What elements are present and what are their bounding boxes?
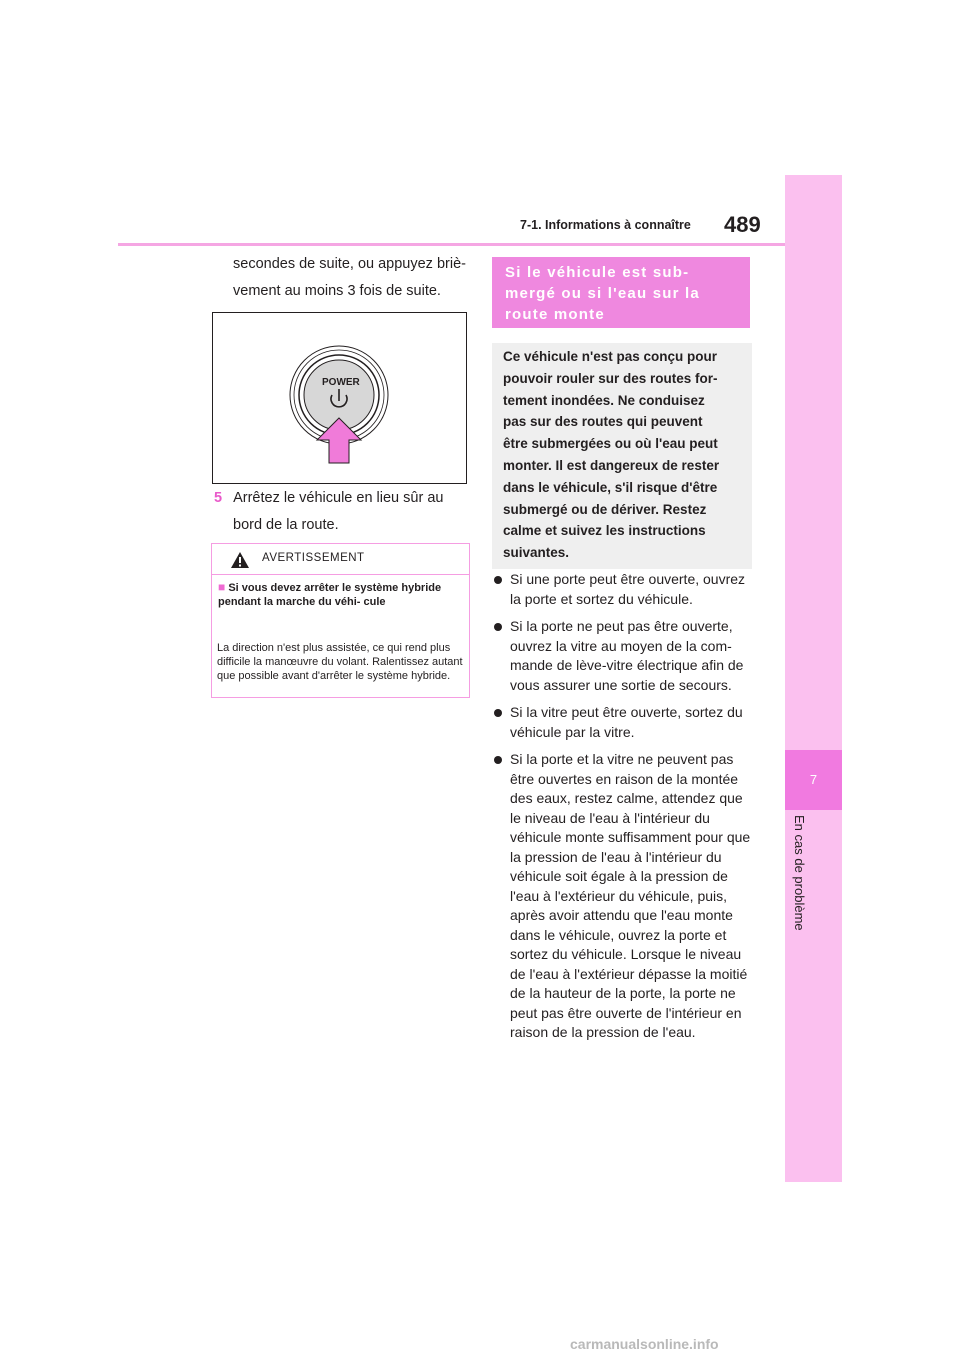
power-button-figure — [212, 312, 467, 484]
instruction-list — [492, 570, 754, 1051]
step-number: 5 — [214, 490, 223, 506]
list-item-text: Si la porte ne peut pas être ouverte, ouvrez la vitre au moyen de la com- mande de lève-vitre électrique afin de vous assurer une sortie de secours. — [510, 618, 744, 693]
notice-line: submergé ou de dériver. Restez — [503, 501, 707, 517]
bullet-icon — [494, 623, 502, 631]
power-button-illustration — [213, 313, 466, 483]
section-title: 7-1. Informations à connaître — [520, 218, 691, 232]
notice-line: être submergées ou où l'eau peut — [503, 436, 718, 452]
notice-line: dans le véhicule, s'il risque d'être — [503, 479, 718, 495]
bullet-icon — [494, 709, 502, 717]
chapter-number-tab[interactable] — [785, 750, 842, 810]
chapter-number: 7 — [809, 772, 818, 787]
notice-line: pouvoir rouler sur des routes for- — [503, 370, 718, 386]
notice-line: calme et suivez les instructions — [503, 523, 706, 539]
warning-subtitle-text: Si vous devez arrêter le système hybride pendant la marche du véhi- cule — [218, 582, 442, 608]
warning-subtitle — [218, 580, 464, 609]
notice-line: monter. Il est dangereux de rester — [503, 457, 720, 473]
chapter-label-container — [783, 815, 807, 1035]
heading-line-2: mergé ou si l'eau sur la — [505, 285, 700, 302]
notice-line: tement inondées. Ne conduisez — [503, 392, 705, 408]
step-line-2: bord de la route. — [233, 517, 339, 533]
intro-text — [233, 251, 466, 305]
intro-line-1: secondes de suite, ou appuyez briè- — [233, 256, 466, 272]
warning-triangle-icon — [230, 551, 250, 569]
list-item-text: Si une porte peut être ouverte, ouvrez la porte et sortez du véhicule. — [510, 571, 746, 607]
warning-title: AVERTISSEMENT — [262, 552, 365, 564]
list-item-text: Si la vitre peut être ouverte, sortez du véhicule par la vitre. — [510, 704, 743, 740]
notice-line: Ce véhicule n'est pas conçu pour — [503, 349, 718, 364]
warning-subtitle-marker: ■ — [218, 580, 226, 594]
notice-box — [492, 343, 752, 569]
intro-line-2: vement au moins 3 fois de suite. — [233, 283, 441, 299]
watermark: carmanualsonline.info — [570, 1336, 719, 1352]
warning-box — [211, 543, 470, 698]
notice-line: pas sur des routes qui peuvent — [503, 414, 703, 430]
submerged-heading — [492, 257, 750, 328]
list-item — [492, 617, 754, 695]
warning-header — [212, 544, 469, 575]
power-button-label: POWER — [322, 377, 360, 388]
bullet-icon — [494, 576, 502, 584]
warning-body: La direction n'est plus assistée, ce qui rend plus difficile la manœuvre du volant. Ralentissez autant que possible avant d'arrêter le système hybride. — [217, 642, 463, 682]
step-5 — [214, 485, 443, 539]
list-item — [492, 750, 754, 1043]
bullet-icon — [494, 756, 502, 764]
list-item-text: Si la porte et la vitre ne peuvent pas être ouvertes en raison de la montée des eaux, restez calme, attendez que le niveau de l'eau à l'intérieur du véhicule monte suffisamment pour que la pression de l'eau à l'intérieur du véhicule soit égale à la pression de l'eau à l'extérieur du véhicule, puis, après avoir attendu que l'eau monte dans le véhicule, ouvrez la porte et sortez du véhicule. Lorsque le niveau de l'eau à l'extérieur dépasse la moitié de la hauteur de la porte, la porte ne peut pas être ouverte de l'intérieur en raison de la pression de l'eau. — [510, 751, 751, 1040]
chapter-label: En cas de problème — [792, 815, 807, 931]
step-line-1: Arrêtez le véhicule en lieu sûr au — [233, 490, 444, 506]
heading-line-1: Si le véhicule est sub- — [505, 264, 690, 281]
heading-line-3: route monte — [505, 306, 605, 323]
notice-line: suivantes. — [503, 545, 570, 561]
list-item — [492, 703, 754, 742]
list-item — [492, 570, 754, 609]
page-number: 489 — [724, 212, 761, 237]
header-rule — [118, 243, 785, 246]
